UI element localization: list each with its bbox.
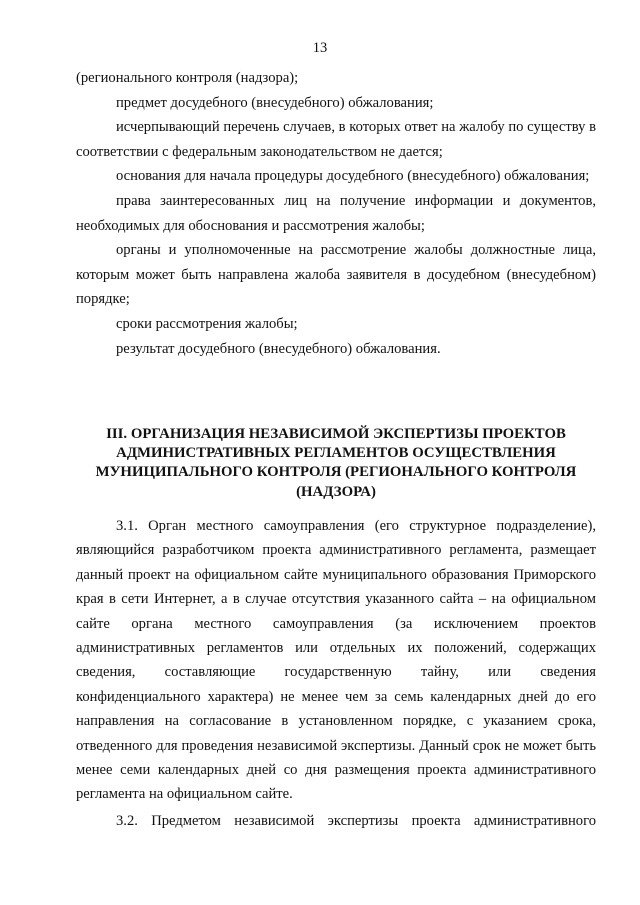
list-item: права заинтересованных лиц на получение информации и документов, необходимых для обоснования и рассмотрения жалобы; (76, 192, 596, 234)
list-item: исчерпывающий перечень случаев, в которых ответ на жалобу по существу в соответствии с федеральным законодательством не дается; (76, 119, 596, 160)
paragraph-3-2: 3.2. Предметом независимой экспертизы проекта административного (116, 812, 596, 829)
list-item: результат досудебного (внесудебного) обжалования. (116, 340, 441, 357)
list-item-continuation: (регионального контроля (надзора); (76, 70, 299, 86)
list-item: сроки рассмотрения жалобы; (116, 315, 298, 332)
list-item: органы и уполномоченные на рассмотрение жалобы должностные лица, которым может быть направлена жалоба заявителя в досудебном (внесудебном) порядке; (76, 242, 596, 308)
section-heading: III. ОРГАНИЗАЦИЯ НЕЗАВИСИМОЙ ЭКСПЕРТИЗЫ ПРОЕКТОВ АДМИНИСТРАТИВНЫХ РЕГЛАМЕНТОВ ОСУЩЕСТВЛЕНИЯ МУНИЦИПАЛЬНОГО КОНТРОЛЯ (РЕГИОНАЛЬНОГО КОНТРОЛЯ (НАДЗОРА) (95, 426, 577, 500)
page-number: 13 (312, 40, 328, 56)
section-body (76, 514, 596, 833)
paragraph-3-1: 3.1. Орган местного самоуправления (его структурное подразделение), являющийся разработчиком проекта административного регламента, размещает данный проект на официальном сайте муниципального образования Приморского края в сети Интернет, а в случае отсутствия указанного сайта – на официальном сайте органа местного самоуправления (за исключением проектов административных регламентов или отдельных их положений, содержащих сведения, составляющие государственную тайну, или сведения конфиденциального характера) не менее чем за семь календарных дней до его направления на согласование в установленном порядке, с указанием срока, отведенного для проведения независимой экспертизы. Данный срок не может быть менее семи календарных дней со дня размещения проекта административного регламента на официальном сайте. (76, 518, 596, 803)
list-item: предмет досудебного (внесудебного) обжалования; (116, 94, 434, 111)
list-block (76, 66, 596, 361)
list-item: основания для начала процедуры досудебного (внесудебного) обжалования; (116, 168, 590, 185)
